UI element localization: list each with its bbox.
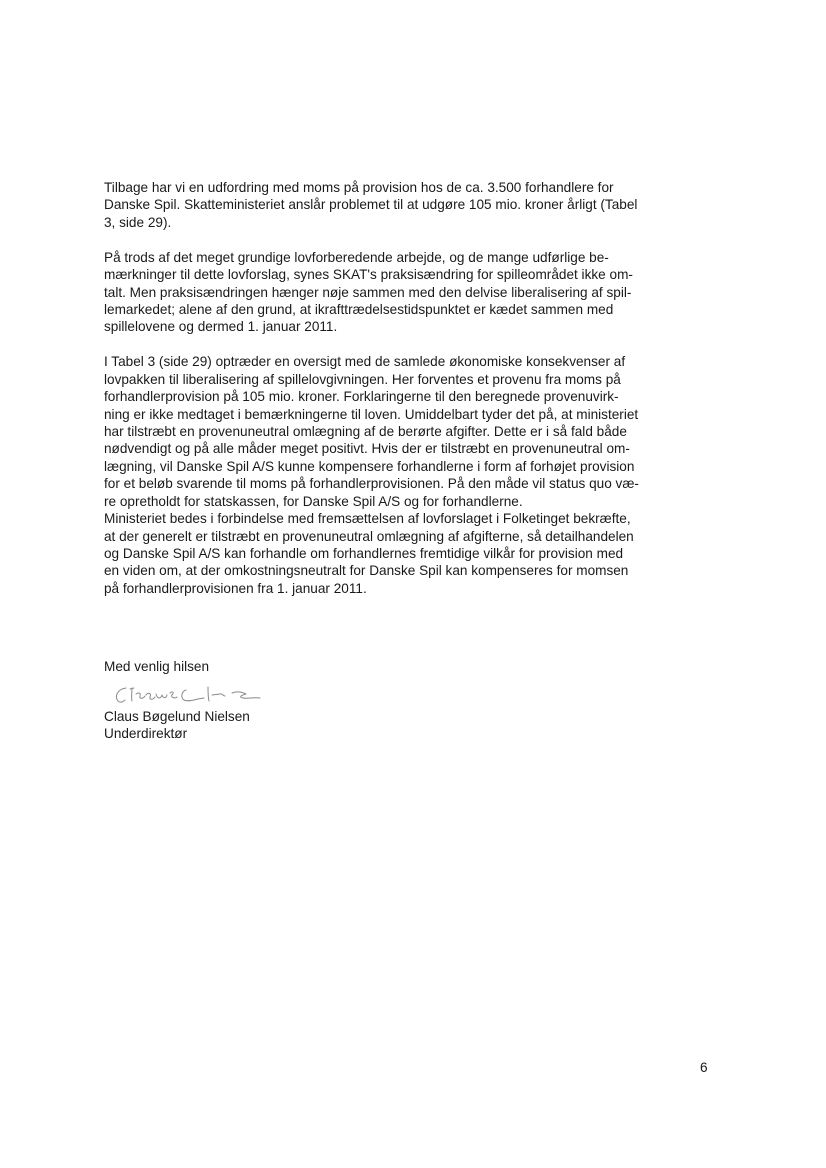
paragraph-vat-challenge (104, 179, 724, 231)
text-line: På trods af det meget grundige lovforberedende arbejde, og de mange udførlige be- (104, 249, 609, 265)
text-line: lemarkedet; alene af den grund, at ikrafttrædelsestidspunktet er kædet sammen med (104, 302, 614, 318)
signer-name: Claus Bøgelund Nielsen (104, 709, 250, 724)
paragraph-practice-change (104, 249, 724, 336)
page-number: 6 (700, 1060, 708, 1075)
text-line: spillelovene og dermed 1. januar 2011. (104, 319, 338, 335)
paragraph-spacer (104, 231, 724, 249)
text-line: Ministeriet bedes i forbindelse med fremsættelsen af lovforslaget i Folketinget bekræfte, (104, 511, 631, 527)
text-line: at der generelt er tilstræbt en provenuneutral omlægning af afgifterne, så detailhandelen (104, 528, 634, 544)
text-line: forhandlerprovision på 105 mio. kroner. Forklaringerne til den beregnede provenuvirk- (104, 389, 619, 405)
letter-body (104, 179, 724, 597)
text-line: talt. Men praksisændringen hænger nøje sammen med den delvise liberalisering af spil- (104, 284, 632, 300)
text-line: lovpakken til liberalisering af spillelovgivningen. Her forventes et provenu fra moms på (104, 371, 621, 387)
text-line: har tilstræbt en provenuneutral omlægning af de berørte afgifter. Dette er i så fald både (104, 424, 627, 440)
closing-greeting: Med venlig hilsen (104, 659, 210, 674)
handwritten-signature (112, 680, 272, 706)
signer-title: Underdirektør (104, 726, 188, 742)
text-line: en viden om, at der omkostningsneutralt for Danske Spil kan kompenseres for momsen (104, 563, 629, 579)
text-line: og Danske Spil A/S kan forhandle om forhandlernes fremtidige vilkår for provision med (104, 545, 624, 561)
paragraph-spacer (104, 336, 724, 354)
text-line: Danske Spil. Skatteministeriet anslår problemet til at udgøre 105 mio. kroner årligt (Tabel (104, 197, 638, 213)
text-line: 3, side 29). (104, 214, 172, 230)
text-line: på forhandlerprovisionen fra 1. januar 2011. (104, 580, 367, 596)
signer-block (104, 708, 250, 743)
text-line: re opretholdt for statskassen, for Danske Spil A/S og for forhandlerne. (104, 493, 523, 509)
text-line: I Tabel 3 (side 29) optræder en oversigt med de samlede økonomiske konsekvenser af (104, 354, 626, 370)
text-line: mærkninger til dette lovforslag, synes SKAT's praksisændring for spilleområdet ikke om- (104, 267, 633, 283)
paragraph-table-3 (104, 353, 724, 597)
text-line: nødvendigt og på alle måder meget positivt. Hvis der er tilstræbt en provenuneutral om- (104, 441, 630, 457)
text-line: for et beløb svarende til moms på forhandlerprovisionen. På den måde vil status quo væ- (104, 476, 639, 492)
text-line: Tilbage har vi en udfordring med moms på provision hos de ca. 3.500 forhandlere for (104, 180, 614, 195)
text-line: lægning, vil Danske Spil A/S kunne kompensere forhandlerne i form af forhøjet provision (104, 458, 635, 474)
text-line: ning er ikke medtaget i bemærkningerne til loven. Umiddelbart tyder det på, at ministeriet (104, 406, 639, 422)
